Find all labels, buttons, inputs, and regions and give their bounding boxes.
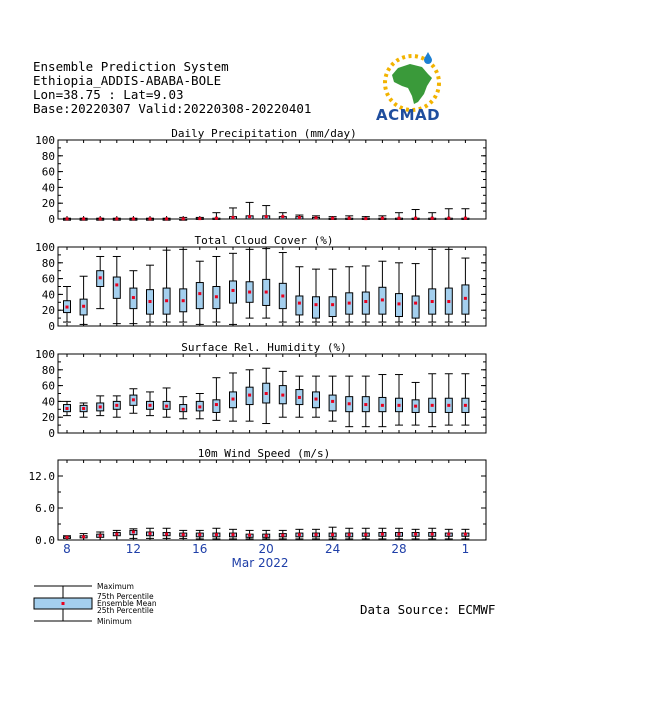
data-source-label: Data Source: ECMWF <box>360 602 496 617</box>
mean-marker <box>298 533 301 536</box>
mean-marker <box>348 402 351 405</box>
y-tick-label: 20 <box>41 197 55 211</box>
box-iqr <box>329 395 336 411</box>
mean-marker <box>165 405 168 408</box>
box-iqr <box>230 281 237 303</box>
legend-label-mean: Ensemble Mean <box>97 599 157 608</box>
mean-marker <box>431 300 434 303</box>
mean-marker <box>232 289 235 292</box>
mean-marker <box>198 405 201 408</box>
mean-marker <box>381 298 384 301</box>
mean-marker <box>315 398 318 401</box>
mean-marker <box>331 303 334 306</box>
mean-marker <box>331 217 334 220</box>
y-tick-label: 0 <box>48 427 55 440</box>
mean-marker <box>331 533 334 536</box>
mean-marker <box>298 216 301 219</box>
header-line-station: Ethiopia_ADDIS-ABABA-BOLE <box>33 73 222 88</box>
mean-marker <box>215 295 218 298</box>
mean-marker <box>464 217 467 220</box>
mean-marker <box>66 536 69 539</box>
y-tick-label: 40 <box>41 288 55 302</box>
x-tick-label: 28 <box>391 542 407 556</box>
chart-panel-2 <box>35 234 486 333</box>
box-iqr <box>412 296 419 318</box>
mean-marker <box>281 534 284 537</box>
mean-marker <box>447 533 450 536</box>
mean-marker <box>132 531 135 534</box>
mean-marker <box>281 394 284 397</box>
mean-marker <box>431 533 434 536</box>
mean-marker <box>281 294 284 297</box>
mean-marker <box>281 215 284 218</box>
y-tick-label: 0.0 <box>35 534 55 547</box>
y-tick-label: 80 <box>41 149 55 163</box>
x-axis-label: Mar 2022 <box>231 556 289 570</box>
box-iqr <box>113 277 120 298</box>
mean-marker <box>149 300 152 303</box>
mean-marker <box>198 533 201 536</box>
box-iqr <box>196 283 203 309</box>
mean-marker <box>398 404 401 407</box>
x-tick-label: 20 <box>258 542 274 556</box>
x-tick-label: 8 <box>63 542 71 556</box>
mean-marker <box>431 217 434 220</box>
mean-marker <box>149 404 152 407</box>
mean-marker <box>198 217 201 220</box>
mean-marker <box>315 216 318 219</box>
mean-marker <box>165 299 168 302</box>
mean-marker <box>132 398 135 401</box>
mean-marker <box>447 217 450 220</box>
chart-panel-3 <box>35 341 486 440</box>
plot-frame <box>58 460 486 540</box>
mean-marker <box>165 217 168 220</box>
mean-marker <box>149 217 152 220</box>
mean-marker <box>82 535 85 538</box>
mean-marker <box>447 300 450 303</box>
mean-marker <box>248 534 251 537</box>
mean-marker <box>431 404 434 407</box>
mean-marker <box>447 404 450 407</box>
mean-marker <box>165 533 168 536</box>
plot-frame <box>58 354 486 433</box>
y-tick-label: 40 <box>41 181 55 195</box>
mean-marker <box>364 533 367 536</box>
mean-marker <box>398 302 401 305</box>
mean-marker <box>248 291 251 294</box>
plot-frame <box>58 140 486 219</box>
box-iqr <box>296 296 303 315</box>
mean-marker <box>381 217 384 220</box>
y-tick-label: 6.0 <box>35 502 55 515</box>
y-tick-label: 12.0 <box>28 470 55 483</box>
y-tick-label: 0 <box>48 320 55 333</box>
mean-marker <box>99 405 102 408</box>
x-tick-label: 1 <box>461 542 470 556</box>
mean-marker <box>66 407 69 410</box>
mean-marker <box>82 305 85 308</box>
chart-panel-1 <box>35 127 486 226</box>
mean-marker <box>364 217 367 220</box>
mean-marker <box>414 302 417 305</box>
mean-marker <box>464 297 467 300</box>
chart-title: Surface Rel. Humidity (%) <box>181 341 347 354</box>
mean-marker <box>414 217 417 220</box>
legend-label-p75: 75th Percentile <box>97 592 154 601</box>
chart-title: Total Cloud Cover (%) <box>194 234 334 247</box>
mean-marker <box>182 299 185 302</box>
y-tick-label: 100 <box>35 134 55 147</box>
mean-marker <box>248 215 251 218</box>
box-iqr <box>213 400 220 413</box>
x-tick-label: 12 <box>125 542 142 556</box>
legend <box>34 582 157 626</box>
mean-marker <box>99 276 102 279</box>
y-tick-label: 100 <box>35 241 55 254</box>
box-iqr <box>362 292 369 314</box>
mean-marker <box>364 300 367 303</box>
header-line-coords: Lon=38.75 : Lat=9.03 <box>33 87 184 102</box>
mean-marker <box>115 404 118 407</box>
mean-marker <box>398 533 401 536</box>
legend-label-min: Minimum <box>97 617 132 626</box>
y-tick-label: 20 <box>41 304 55 318</box>
mean-marker <box>215 533 218 536</box>
legend-label-max: Maximum <box>97 582 134 591</box>
mean-marker <box>132 217 135 220</box>
y-tick-label: 80 <box>41 256 55 270</box>
y-tick-label: 40 <box>41 395 55 409</box>
mean-marker <box>66 306 69 309</box>
mean-marker <box>364 403 367 406</box>
legend-label-p25: 25th Percentile <box>97 606 154 615</box>
mean-marker <box>82 217 85 220</box>
x-tick-label: 16 <box>192 542 208 556</box>
mean-marker <box>182 533 185 536</box>
mean-marker <box>265 392 268 395</box>
mean-marker <box>298 396 301 399</box>
mean-marker <box>232 398 235 401</box>
mean-marker <box>348 302 351 305</box>
mean-marker <box>315 303 318 306</box>
mean-marker <box>348 533 351 536</box>
mean-marker <box>464 533 467 536</box>
mean-marker <box>464 404 467 407</box>
header-line-dates: Base:20220307 Valid:20220308-20220401 <box>33 101 312 116</box>
mean-marker <box>381 533 384 536</box>
mean-marker <box>99 217 102 220</box>
mean-marker <box>99 534 102 537</box>
logo-text: ACMAD <box>376 106 441 124</box>
y-tick-label: 60 <box>41 272 55 286</box>
y-tick-label: 80 <box>41 363 55 377</box>
x-tick-label: 24 <box>324 542 341 556</box>
legend-mean-marker <box>62 602 65 605</box>
mean-marker <box>82 407 85 410</box>
mean-marker <box>132 296 135 299</box>
mean-marker <box>414 533 417 536</box>
mean-marker <box>149 532 152 535</box>
mean-marker <box>265 215 268 218</box>
mean-marker <box>381 404 384 407</box>
mean-marker <box>315 533 318 536</box>
mean-marker <box>232 216 235 219</box>
chart-panel-4 <box>29 447 487 570</box>
header-line-system: Ensemble Prediction System <box>33 59 229 74</box>
y-tick-label: 100 <box>35 348 55 361</box>
plot-frame <box>58 247 486 326</box>
chart-title: Daily Precipitation (mm/day) <box>171 127 357 140</box>
y-tick-label: 60 <box>41 165 55 179</box>
mean-marker <box>348 217 351 220</box>
mean-marker <box>115 217 118 220</box>
y-tick-label: 0 <box>48 213 55 226</box>
mean-marker <box>115 283 118 286</box>
mean-marker <box>66 217 69 220</box>
mean-marker <box>215 403 218 406</box>
mean-marker <box>232 533 235 536</box>
mean-marker <box>248 394 251 397</box>
mean-marker <box>414 405 417 408</box>
chart-title: 10m Wind Speed (m/s) <box>197 447 331 460</box>
mean-marker <box>398 217 401 220</box>
mean-marker <box>265 291 268 294</box>
mean-marker <box>265 534 268 537</box>
mean-marker <box>215 217 218 220</box>
y-tick-label: 60 <box>41 379 55 393</box>
mean-marker <box>331 400 334 403</box>
mean-marker <box>198 292 201 295</box>
mean-marker <box>182 408 185 411</box>
box-iqr <box>329 297 336 317</box>
mean-marker <box>298 302 301 305</box>
mean-marker <box>182 217 185 220</box>
mean-marker <box>115 533 118 536</box>
y-tick-label: 20 <box>41 411 55 425</box>
box-iqr <box>313 297 320 318</box>
